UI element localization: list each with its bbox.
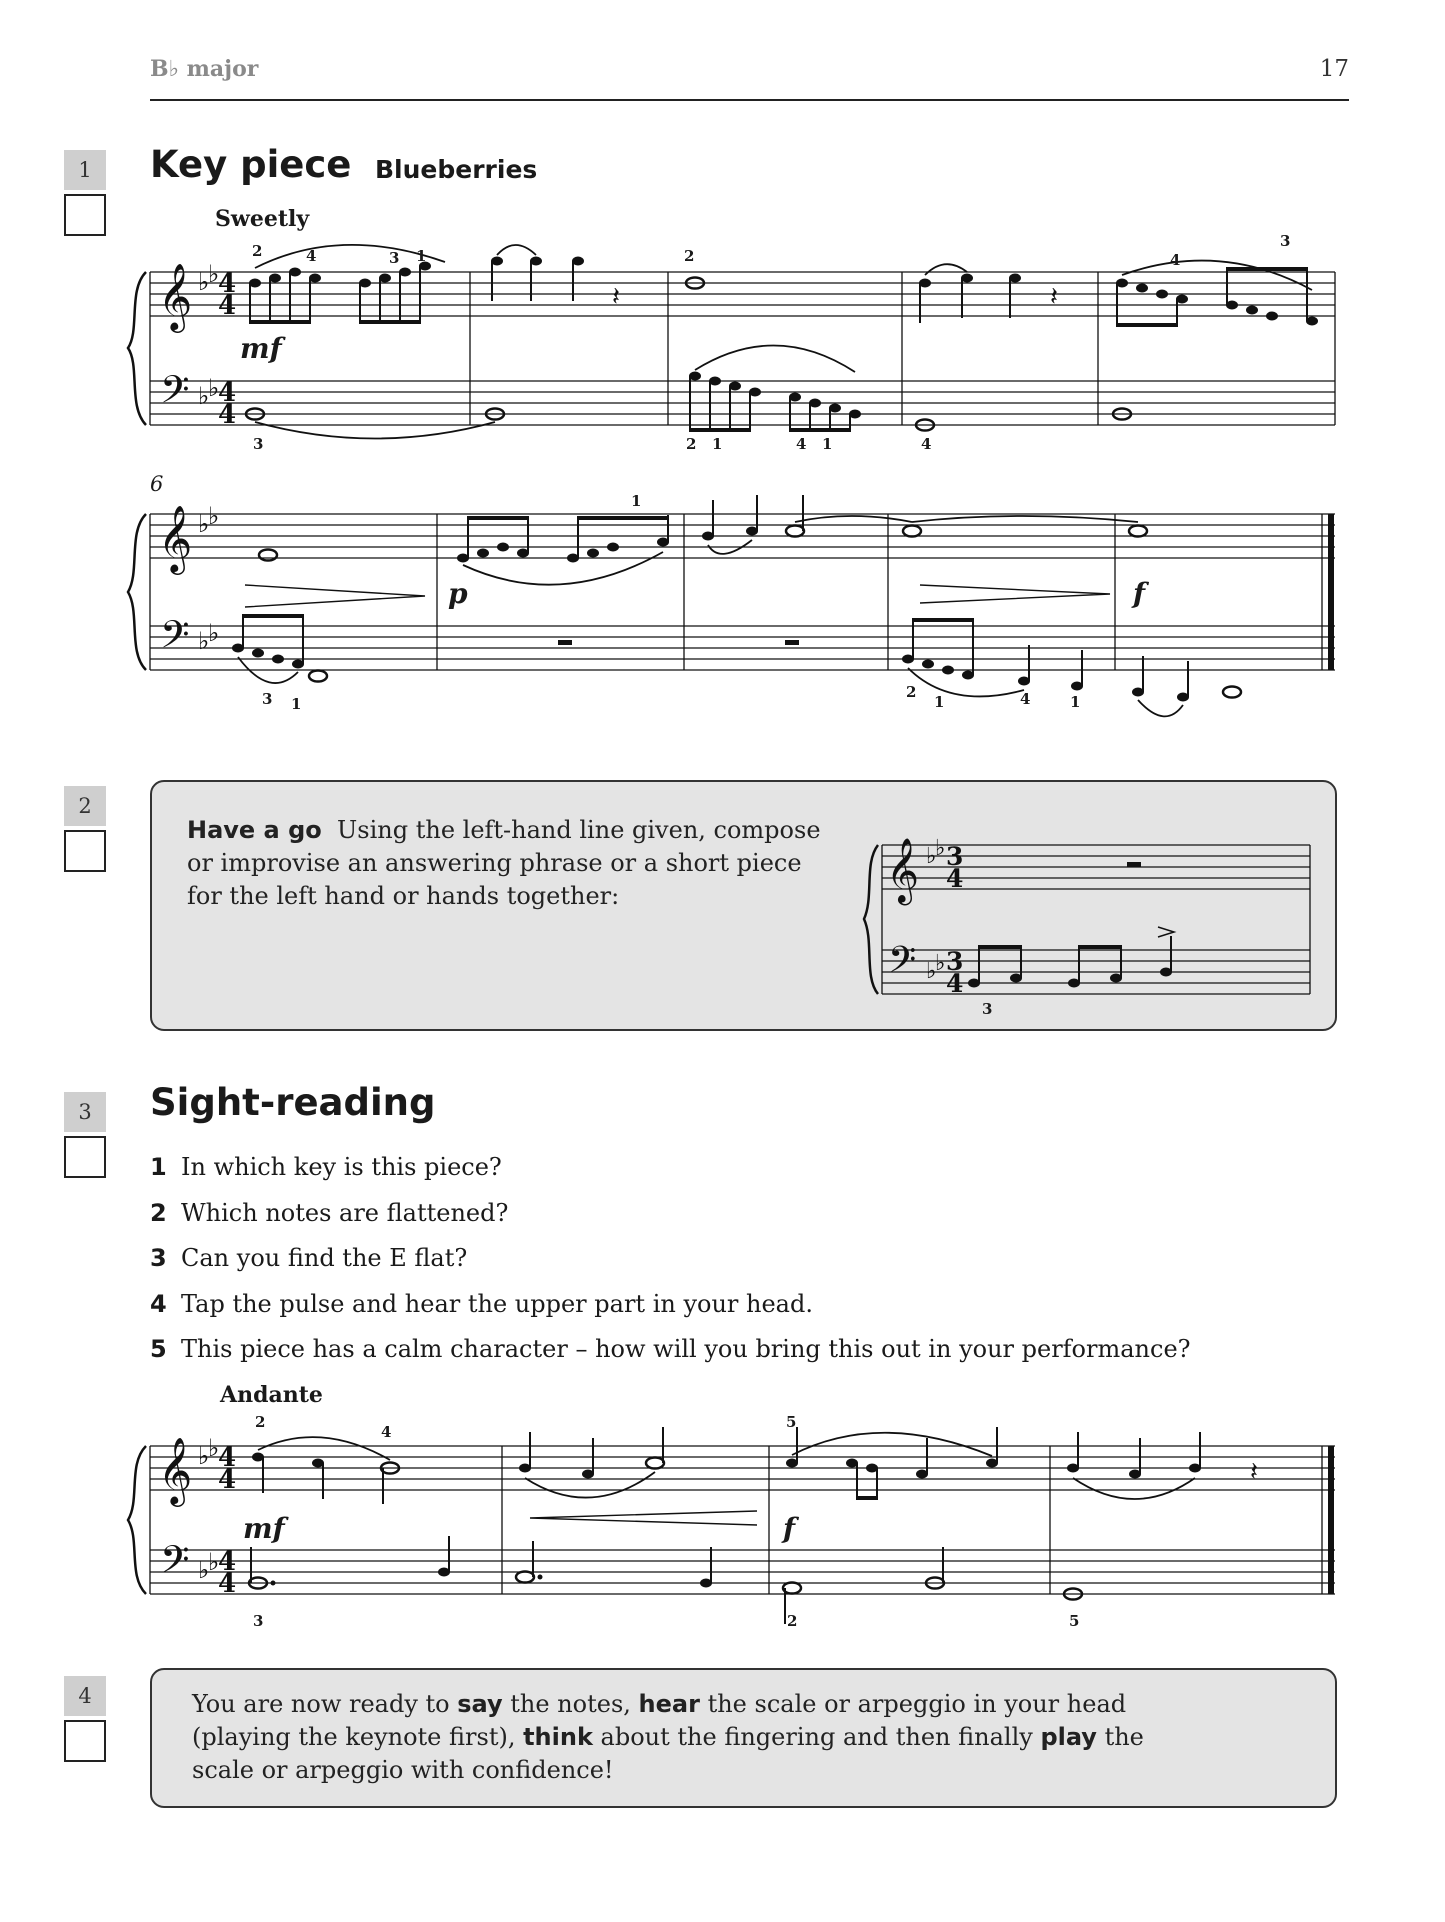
time-signature: 4: [218, 291, 237, 321]
brace-icon: [128, 514, 146, 670]
fingering: 3: [262, 690, 273, 708]
fingering: 2: [684, 247, 695, 265]
emphasis-play: play: [1040, 1723, 1097, 1751]
list-item: 5 This piece has a calm character – how will you bring this out in your performance?: [150, 1335, 1191, 1363]
fingering: 1: [631, 492, 642, 510]
section-4-checkbox[interactable]: [64, 1720, 106, 1762]
emphasis-say: say: [457, 1690, 503, 1718]
list-item: 4 Tap the pulse and hear the upper part in your head.: [150, 1289, 813, 1318]
section-number-4: 4: [64, 1676, 106, 1716]
section-number-2: 2: [64, 786, 106, 826]
have-a-go-score: [862, 807, 1322, 1007]
flat-icon: ♭: [208, 260, 220, 288]
ready-text: You are now ready to say the notes, hear the scale or arpeggio in your head (playing the keynote first), think about the fingering and then finally play the scale or arpeggio with confidence!: [192, 1690, 1144, 1784]
dynamic-f: f: [1133, 577, 1146, 610]
notes-measure-5: [1116, 267, 1318, 327]
svg-text:♭: ♭: [935, 836, 946, 861]
treble-clef-icon: 𝄞: [158, 504, 193, 572]
ready-panel: [150, 1668, 1337, 1808]
dynamic-f: f: [783, 1512, 796, 1545]
fingering: 3: [1280, 232, 1291, 250]
have-a-go-label: Have a go: [187, 816, 322, 844]
notes-measure-1: [249, 262, 431, 325]
svg-text:♭: ♭: [935, 951, 946, 976]
time-signature: 4: [218, 378, 237, 408]
bass-clef-icon: 𝄢: [160, 367, 190, 421]
treble-clef-icon: 𝄞: [158, 262, 193, 330]
svg-text:𝄢: 𝄢: [888, 939, 917, 990]
brace-icon: [128, 272, 146, 425]
svg-text:♭: ♭: [926, 844, 937, 869]
svg-text:♭: ♭: [926, 959, 937, 984]
svg-text:4: 4: [946, 864, 964, 893]
fingering: 1: [1070, 693, 1081, 711]
fingering: 4: [306, 247, 317, 265]
dynamic-mf: mf: [243, 1512, 285, 1545]
sight-reading-score: [0, 1400, 1445, 1660]
have-a-go-line: Using the left-hand line given, compose: [337, 816, 821, 844]
fingering: 1: [291, 695, 302, 713]
svg-text:𝄽: 𝄽: [612, 282, 620, 312]
bass-clef-icon: 𝄢: [160, 1537, 190, 1591]
question-list: [150, 1145, 1191, 1373]
svg-text:3: 3: [946, 947, 964, 976]
flat-icon: ♭: [208, 374, 220, 402]
tempo-marking: Sweetly: [215, 206, 310, 232]
time-signature: 4: [218, 1443, 237, 1473]
sight-reading-heading: Sight-reading: [150, 1081, 436, 1124]
fingering: 5: [1069, 1612, 1080, 1630]
fingering: 4: [381, 1423, 392, 1441]
final-barline: [1328, 514, 1334, 670]
fingering: 2: [686, 435, 697, 453]
list-item: 1 In which key is this piece?: [150, 1153, 502, 1181]
flat-icon: ♭: [208, 502, 220, 530]
section-number-1: 1: [64, 150, 106, 190]
svg-text:𝄽: 𝄽: [1050, 282, 1058, 312]
fingering: 2: [255, 1413, 266, 1431]
fingering: 3: [253, 435, 264, 453]
slurs: [255, 245, 1312, 439]
fingering: 2: [252, 242, 263, 260]
dynamic-mf: mf: [240, 332, 282, 365]
section-3-checkbox[interactable]: [64, 1136, 106, 1178]
list-item: 2 Which notes are flattened?: [150, 1198, 509, 1227]
fingering: 1: [822, 435, 833, 453]
running-head: B♭ major: [150, 56, 259, 82]
treble-clef-icon: 𝄞: [158, 1436, 193, 1504]
section-number-3: 3: [64, 1092, 106, 1132]
time-signature: 4: [218, 400, 237, 430]
svg-text:𝄽: 𝄽: [1250, 1457, 1258, 1487]
flat-icon: ♭: [198, 510, 210, 538]
piece-title: Blueberries: [375, 155, 538, 184]
brace-icon: [128, 1446, 146, 1594]
sight-reading-notes: [252, 1427, 1258, 1588]
fingering: 1: [416, 247, 427, 265]
fingering: 3: [253, 1612, 264, 1630]
fingering: 2: [787, 1612, 798, 1630]
time-signature: 4: [218, 269, 237, 299]
flat-icon: ♭: [198, 1442, 210, 1470]
have-a-go-line: for the left hand or hands together:: [187, 882, 620, 910]
flat-icon: ♭: [208, 619, 220, 647]
system-2-staves: [150, 514, 1335, 670]
fingering: 3: [389, 249, 400, 267]
flat-icon: ♭: [198, 627, 210, 655]
fingering: 4: [1020, 690, 1031, 708]
emphasis-hear: hear: [638, 1690, 700, 1718]
fingering: 4: [921, 435, 932, 453]
key-piece-heading: Key piece: [150, 143, 352, 186]
fingering: 2: [906, 683, 917, 701]
flat-icon: ♭: [198, 382, 210, 410]
lh-whole-notes: [246, 409, 1131, 431]
dynamic-p: p: [448, 577, 468, 610]
time-signature: 4: [218, 1547, 237, 1577]
time-signature: 4: [218, 1569, 237, 1599]
section-2-checkbox[interactable]: [64, 830, 106, 872]
flat-icon: ♭: [198, 268, 210, 296]
system-2-notes: [232, 495, 1241, 716]
bass-clef-icon: 𝄢: [160, 612, 190, 666]
svg-text:3: 3: [946, 842, 964, 871]
emphasis-think: think: [523, 1723, 593, 1751]
fingering: 4: [1170, 251, 1181, 269]
svg-text:4: 4: [946, 969, 964, 998]
have-a-go-panel: [150, 780, 1337, 1031]
fingering: 4: [796, 435, 807, 453]
measure-number: 6: [150, 472, 164, 496]
fingering: 1: [712, 435, 723, 453]
flat-icon: ♭: [208, 1548, 220, 1576]
key-piece-score: [0, 0, 1445, 760]
have-a-go-line: or improvise an answering phrase or a short piece: [187, 849, 802, 877]
fingering: 5: [786, 1413, 797, 1431]
fingering: 3: [982, 1000, 993, 1018]
notes-measure-2: [491, 257, 620, 313]
tempo-marking: Andante: [220, 1382, 323, 1408]
fingering: 1: [934, 693, 945, 711]
flat-icon: ♭: [198, 1556, 210, 1584]
list-item: 3 Can you find the E flat?: [150, 1244, 468, 1272]
flat-icon: ♭: [208, 1434, 220, 1462]
time-signature: 4: [218, 1465, 237, 1495]
have-a-go-text: [187, 814, 827, 913]
page-number: 17: [1319, 56, 1349, 82]
svg-text:𝄞: 𝄞: [886, 838, 920, 903]
